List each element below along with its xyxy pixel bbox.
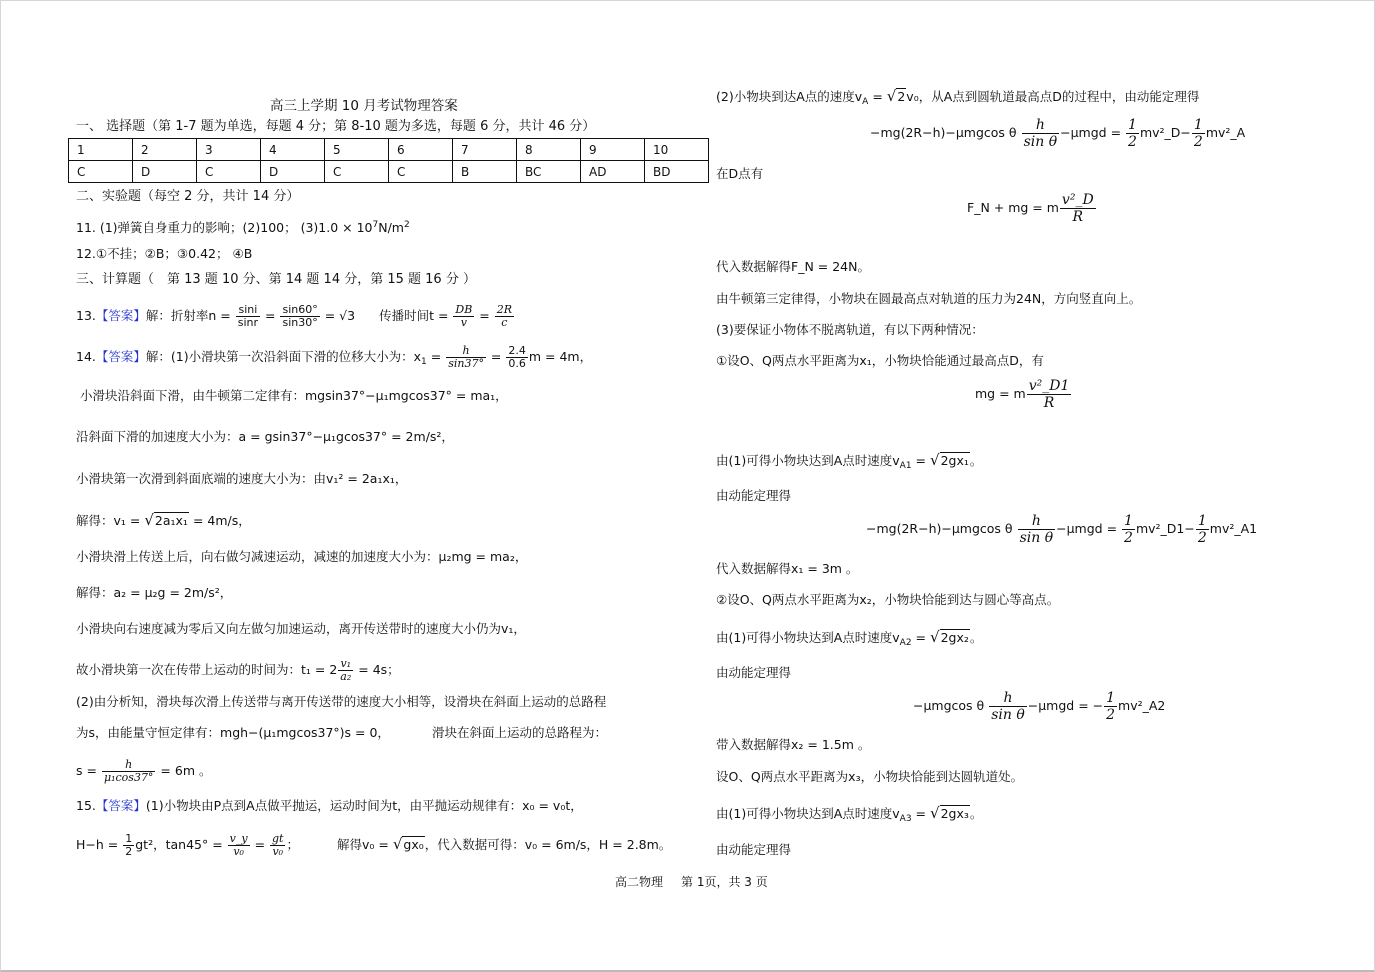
subscript: A2: [899, 638, 912, 648]
q15-text: 解得v₀ =: [336, 837, 389, 852]
q13-lead: 解：折射率n =: [145, 308, 231, 323]
denominator: 0.6: [508, 357, 526, 370]
right-line-7: 由(1)可得小物块达到A点时速度$v_{A1} = √2gx_1$。: [716, 451, 983, 471]
numerator: h: [989, 690, 1027, 707]
circled-two: ②: [716, 592, 728, 607]
sqrt-radicand: 2a₁x₁: [154, 513, 188, 528]
fraction: [495, 304, 514, 329]
section-heading-experiment: 二、实验题（每空 2 分，共计 14 分）: [76, 189, 300, 204]
eq-text: −mg(2R−h)−μmgcos θ: [870, 125, 1017, 140]
text: 。: [969, 630, 983, 645]
fraction: [506, 345, 528, 370]
answer-cell: B: [453, 161, 517, 183]
sqrt-radicand: 2gx₂: [940, 630, 969, 645]
right-line-14: 设O、Q两点水平距离为x₃，小物块恰能到达圆轨道处。: [716, 769, 1024, 784]
eq-text: mv²_A2: [1118, 698, 1166, 713]
eq-text: mv²_D−: [1139, 125, 1191, 140]
q12-number: 12.: [76, 246, 96, 261]
denominator: 2: [1106, 707, 1116, 723]
numerator: sini: [236, 304, 260, 317]
equation-force-D: [967, 188, 1097, 228]
eq-text: −μmgd = −: [1027, 698, 1104, 713]
numerator: h: [446, 345, 486, 358]
denominator: 2: [1193, 134, 1203, 150]
q15-text: (1)小物块由P点到A点做平抛运，运动时间为t，由平抛运动规律有：x₀ = v₀t，: [145, 798, 583, 813]
fraction: [236, 304, 260, 329]
answer-cell: C: [197, 161, 261, 183]
q15-number: 15.: [76, 798, 96, 813]
answer-table-answer-row: [69, 161, 709, 183]
circled-one: ①: [716, 353, 728, 368]
fraction: [1122, 513, 1135, 546]
denominator: sin30°: [282, 316, 318, 329]
subscript: A3: [899, 814, 912, 824]
q14-result: = 4s；: [358, 662, 400, 677]
q13-number: 13.: [76, 308, 96, 323]
fraction: [1104, 690, 1117, 723]
question-number-cell: 8: [517, 139, 581, 161]
q14-number: 14.: [76, 349, 96, 364]
numerator: h: [1022, 117, 1060, 134]
q14-text: 为s，由能量守恒定律有：mgh−(μ₁mgcos37°)s = 0，: [76, 725, 390, 740]
q11-unit-exponent: 2: [404, 220, 410, 230]
answer-table: [68, 138, 709, 183]
eq-text: mv²_A1: [1209, 521, 1258, 536]
fraction: [123, 833, 134, 858]
q13-sqrt-result: = √3: [324, 308, 356, 323]
q14-text: 解得：v₁ =: [76, 513, 141, 528]
eq-text: −μmgcos θ: [913, 698, 985, 713]
q14-line-5: 解得：v₁ = √2a₁x₁ = 4m/s，: [76, 511, 251, 529]
denominator: v₀: [233, 845, 244, 858]
answer-cell: AD: [581, 161, 645, 183]
answer-cell: C: [69, 161, 133, 183]
section-heading-calculation: 三、计算题（ 第 13 题 10 分、第 14 题 14 分，第 15 题 16 分 ）: [76, 272, 476, 287]
eq-text: −mg(2R−h)−μmgcos θ: [866, 521, 1013, 536]
text: 由(1)可得小物块达到A点时速度v: [716, 630, 900, 645]
answer-tag: 【答案】: [95, 308, 146, 323]
numerator: v²_D: [1061, 192, 1094, 208]
q14-text: 故小滑块第一次在传带上运动的时间为：t₁ = 2: [76, 662, 338, 677]
denominator: c: [501, 316, 508, 329]
question-number-cell: 10: [645, 139, 709, 161]
denominator: R: [1072, 209, 1084, 225]
fraction: [338, 658, 353, 683]
q15-line-2: H−h = $\frac{1}{2}$ gt²，tan45° = $\frac{v\_y}{\text{v₀}}$ = $\frac{gt}{\text{v₀}}$ ； 解得v₀ = √gx₀，代入数据可得：v₀ = 6m/s，H = 2.8m。: [76, 832, 672, 858]
eq-text: mv²_A: [1205, 125, 1246, 140]
right-line-2: 在D点有: [716, 166, 764, 181]
page-footer: [615, 874, 768, 890]
equation-mg-D1: [975, 374, 1072, 414]
fraction: [280, 304, 319, 329]
q14-line-4: 小滑块第一次滑到斜面底端的速度大小为：由v₁² = 2a₁x₁，: [76, 471, 408, 486]
fraction: [1060, 192, 1096, 225]
text: 由(1)可得小物块达到A点时速度v: [716, 806, 900, 821]
question-number-cell: 4: [261, 139, 325, 161]
eq-text: mg = m: [975, 386, 1026, 401]
q13-answer: 13.【答案】解：折射率n = $\frac{\sin i}{\sin r}$ = $\frac{\sin 60^\circ}{\sin 30^\circ}$ = √3 传播时间t = $\frac{DB}{v}$ = $\frac{2R}{c}$: [76, 303, 513, 329]
q12-answer: [76, 246, 252, 262]
fraction: [1196, 513, 1209, 546]
q14-line-7: 解得：a₂ = μ₂g = 2m/s²，: [76, 585, 233, 600]
section-heading-choice: 一、 选择题（第 1-7 题为单选，每题 4 分；第 8-10 题为多选，每题 6 分，共计 46 分）: [76, 119, 596, 134]
question-number-cell: 3: [197, 139, 261, 161]
equals: =: [915, 453, 927, 468]
document-title: 高三上学期 10 月考试物理答案: [270, 98, 458, 114]
fraction: [270, 833, 285, 858]
q14-text: 解：(1)小滑块第一次沿斜面下滑的位移大小为：x: [145, 349, 422, 364]
equals: =: [915, 630, 927, 645]
fraction: [1022, 117, 1060, 150]
question-number-cell: 5: [325, 139, 389, 161]
question-number-cell: 1: [69, 139, 133, 161]
q14-line-10: (2)由分析知，滑块每次滑上传送带与离开传送带的速度大小相等，设滑块在斜面上运动的总路程: [76, 694, 607, 709]
numerator: 1: [1124, 513, 1133, 529]
right-line-1: (2)小物块到达A点的速度$v_A = √2v_0$，从A点到圆轨道最高点D的过程中，由动能定理得: [716, 87, 1200, 107]
text: 。: [969, 806, 983, 821]
right-line-12: 由动能定理得: [716, 665, 792, 680]
question-number-cell: 7: [453, 139, 517, 161]
numerator: gt: [272, 832, 284, 845]
circled-one: ①: [95, 246, 108, 261]
answer-cell: C: [325, 161, 389, 183]
circled-two: ②: [144, 246, 156, 261]
q15-result: ，代入数据可得：v₀ = 6m/s，H = 2.8m。: [424, 837, 672, 852]
numerator: 1: [1193, 117, 1203, 133]
q14-line-12: [76, 756, 211, 786]
denominator: μ₁cos37°: [103, 771, 154, 784]
equation-energy-A2: [913, 687, 1165, 725]
right-line-13: 带入数据解得x₂ = 1.5m 。: [716, 737, 871, 752]
numerator: h: [1018, 513, 1056, 530]
sqrt-radicand: 2: [897, 89, 906, 104]
equals: =: [430, 349, 442, 364]
q14-line-6: 小滑块滑上传送上后，向右做匀减速运动，减速的加速度大小为：μ₂mg = ma₂，: [76, 549, 528, 564]
right-line-15: 由(1)可得小物块达到A点时速度$v_{A3} = √2gx_3$。: [716, 804, 983, 824]
text: 。: [969, 453, 983, 468]
right-line-3: 代入数据解得F_N = 24N。: [716, 259, 870, 274]
equals: =: [872, 89, 883, 104]
q15-text: ；: [286, 837, 299, 852]
equation-energy-D: [870, 114, 1245, 152]
right-line-16: 由动能定理得: [716, 842, 792, 857]
fraction: [102, 759, 155, 784]
q12-part4: B: [243, 246, 253, 261]
fraction: [446, 345, 486, 370]
denominator: 2: [1128, 134, 1137, 150]
q11-unit: N/m: [378, 220, 404, 235]
eq-text: −μmgd =: [1056, 521, 1118, 536]
answer-table-number-row: [69, 139, 709, 161]
fraction: [228, 833, 250, 858]
numerator: 2.4: [508, 344, 526, 357]
eq-text: −μmgd =: [1060, 125, 1122, 140]
q14-result: m = 4m，: [528, 349, 593, 364]
q14-result: = 6m 。: [160, 763, 212, 778]
numerator: v_y: [229, 832, 248, 845]
answer-tag: 【答案】: [95, 349, 146, 364]
question-number-cell: 2: [133, 139, 197, 161]
eq-text: F_N + mg = m: [967, 200, 1059, 215]
q13-mid-text: 传播时间t =: [379, 308, 449, 323]
q14-line-8: 小滑块向右速度减为零后又向左做匀加速运动，离开传送带时的速度大小仍为v₁，: [76, 621, 526, 636]
answer-cell: C: [389, 161, 453, 183]
right-line-6: [716, 353, 1044, 369]
q14-line-2: 小滑块沿斜面下滑，由牛顿第二定律有：mgsin37°−μ₁mgcos37° = ma₁，: [80, 388, 508, 403]
right-line-4: 由牛顿第三定律得，小物块在圆最高点对轨道的压力为24N，方向竖直向上。: [716, 291, 1142, 306]
fraction: [989, 690, 1027, 723]
q14-text: s =: [76, 763, 97, 778]
q12-part3: 0.42；: [188, 246, 229, 261]
q14-result: = 4m/s，: [192, 513, 251, 528]
right-line-5: (3)要保证小物体不脱离轨道，有以下两种情况：: [716, 322, 984, 337]
q12-part2: B；: [155, 246, 177, 261]
answer-tag: 【答案】: [95, 798, 146, 813]
footer-subject: 高二物理: [615, 875, 664, 889]
numerator: v²_D1: [1028, 378, 1070, 394]
q15-text: gt²，tan45° =: [135, 837, 223, 852]
numerator: 2R: [496, 303, 513, 316]
right-line-9: 代入数据解得x₁ = 3m 。: [716, 561, 859, 576]
right-line-8: 由动能定理得: [716, 488, 792, 503]
q14-line-3: 沿斜面下滑的加速度大小为：a = gsin37°−μ₁gcos37° = 2m/s²，: [76, 429, 454, 444]
question-number-cell: 9: [581, 139, 645, 161]
footer-page-number: 第 1页，共 3 页: [681, 875, 768, 889]
text: 设O、Q两点水平距离为x₂，小物块恰能到达与圆心等高点。: [727, 592, 1060, 607]
text: (2)小物块到达A点的速度v: [716, 89, 863, 104]
denominator: sin θ: [991, 707, 1025, 723]
answer-cell: D: [133, 161, 197, 183]
right-line-11: 由(1)可得小物块达到A点时速度$v_{A2} = √2gx_2$。: [716, 628, 983, 648]
numerator: 1: [125, 832, 133, 845]
q15-line-1: [76, 798, 583, 814]
denominator: sin θ: [1019, 530, 1054, 546]
circled-four: ④: [232, 246, 244, 261]
sqrt-radicand: 2gx₁: [940, 453, 969, 468]
numerator: sin60°: [282, 303, 318, 316]
denominator: v₀: [272, 845, 284, 858]
q11-exponent: 7: [372, 220, 379, 230]
numerator: 1: [1106, 690, 1116, 706]
q12-part1: 不挂；: [107, 246, 145, 261]
question-number-cell: 6: [389, 139, 453, 161]
numerator: v₁: [338, 658, 353, 671]
q15-text: H−h =: [76, 837, 119, 852]
equation-energy-D1: [866, 510, 1257, 548]
denominator: sin θ: [1023, 134, 1058, 150]
eq-text: mv²_D1−: [1135, 521, 1195, 536]
fraction: [1027, 378, 1072, 411]
q14-line-1: 14.【答案】解：(1)小滑块第一次沿斜面下滑的位移大小为：$x_1$ = $\frac{h}{\sin 37^\circ}$ = $\frac{2.4}{0.6}$ m = 4m，: [76, 344, 593, 370]
circled-three: ③: [176, 246, 189, 261]
sqrt-radicand: 2gx₃: [940, 806, 969, 821]
q14-line-9: [76, 656, 400, 684]
denominator: 2: [1197, 530, 1207, 546]
q14-line-11: [76, 725, 607, 741]
text: v₀，从A点到圆轨道最高点D的过程中，由动能定理得: [906, 89, 1200, 104]
answer-cell: BC: [517, 161, 581, 183]
denominator: v: [460, 316, 467, 329]
numerator: DB: [455, 303, 473, 316]
fraction: [1018, 513, 1056, 546]
numerator: 1: [1197, 513, 1207, 529]
equals: =: [915, 806, 927, 821]
denominator: 2: [125, 845, 133, 858]
subscript: A1: [899, 461, 912, 471]
fraction: [453, 304, 474, 329]
numerator: h: [102, 759, 155, 772]
q11-text: 11. (1)弹簧自身重力的影响；(2)100； (3)1.0 × 10: [76, 220, 373, 235]
answer-cell: BD: [645, 161, 709, 183]
text: 设O、Q两点水平距离为x₁，小物块恰能通过最高点D，有: [727, 353, 1044, 368]
right-line-10: [716, 592, 1059, 608]
text: 由(1)可得小物块达到A点时速度v: [716, 453, 900, 468]
numerator: 1: [1128, 117, 1137, 133]
subscript: A: [862, 97, 869, 107]
denominator: sin37°: [448, 357, 484, 370]
denominator: a₂: [340, 670, 352, 683]
answer-cell: D: [261, 161, 325, 183]
q14-text: 滑块在斜面上运动的总路程为：: [431, 725, 607, 740]
q11-answer: [76, 217, 410, 236]
fraction: [1192, 117, 1205, 150]
fraction: [1126, 117, 1139, 150]
sqrt-radicand: gx₀: [403, 837, 424, 852]
denominator: sinr: [237, 316, 259, 329]
denominator: 2: [1124, 530, 1133, 546]
denominator: R: [1043, 395, 1055, 411]
